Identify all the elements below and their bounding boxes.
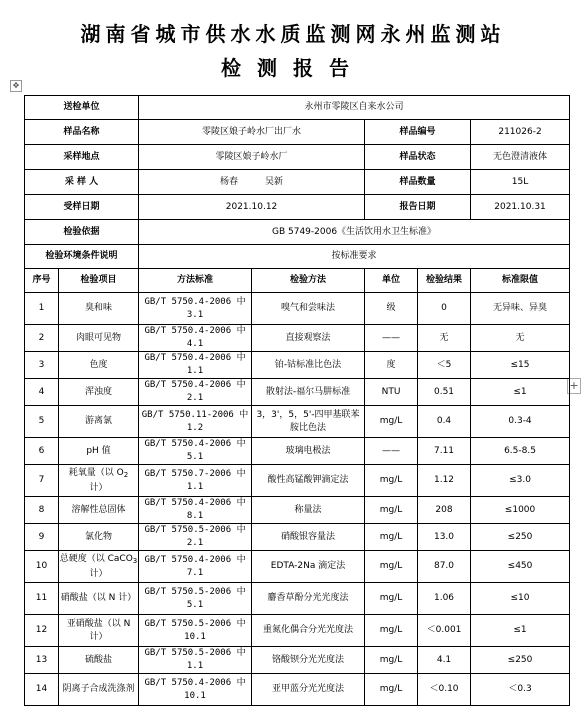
table-row [25, 497, 570, 524]
table-row [25, 352, 570, 379]
basis-value: GB 5749-2006《生活饮用水卫生标准》 [139, 220, 570, 245]
table-row [25, 293, 570, 325]
row-item-cell [59, 583, 139, 615]
row-unit-cell: mg/L [365, 524, 418, 551]
row-method-cell: 亚甲蓝分光光度法 [252, 674, 365, 706]
row-standard-cell: GB/T 5750.4-2006 中 10.1 [139, 674, 252, 706]
row-method-cell: 玻璃电极法 [252, 438, 365, 465]
table-move-handle-icon[interactable]: ✥ [10, 80, 22, 92]
row-method-cell: 铂-钴标准比色法 [252, 352, 365, 379]
row-unit-cell: mg/L [365, 465, 418, 497]
row-result-cell: 13.0 [418, 524, 471, 551]
basis-label: 检验依据 [25, 220, 139, 245]
row-standard-cell: GB/T 5750.4-2006 中 4.1 [139, 325, 252, 352]
row-no-cell: 9 [25, 524, 59, 551]
row-item-cell [59, 551, 139, 583]
row-result-cell: 1.06 [418, 583, 471, 615]
env-label: 检验环境条件说明 [25, 245, 139, 269]
row-no-cell: 10 [25, 551, 59, 583]
row-item-cell [59, 647, 139, 674]
row-item-cell [59, 615, 139, 647]
col-header-limit: 标准限值 [471, 269, 570, 293]
row-item-cell [59, 325, 139, 352]
row-item-text: 氯化物 [85, 531, 113, 542]
sender-label: 送检单位 [25, 96, 139, 120]
row-item-cell [59, 438, 139, 465]
row-standard-cell: GB/T 5750.4-2006 中 5.1 [139, 438, 252, 465]
row-item-text: 肉眼可见物 [76, 332, 122, 343]
row-limit-cell: 无异味、异臭 [471, 293, 570, 325]
row-method-cell: 酸性高锰酸钾滴定法 [252, 465, 365, 497]
row-item-subscript: 2 [123, 470, 129, 479]
received-date-label: 受样日期 [25, 195, 139, 220]
row-limit-cell: ＜0.3 [471, 674, 570, 706]
row-standard-cell: GB/T 5750.5-2006 中 5.1 [139, 583, 252, 615]
row-unit-cell: 级 [365, 293, 418, 325]
row-standard-cell: GB/T 5750.4-2006 中 3.1 [139, 293, 252, 325]
table-row [25, 647, 570, 674]
row-limit-cell: 无 [471, 325, 570, 352]
row-item-text: 游离氯 [85, 416, 113, 426]
column-header-row [25, 269, 570, 293]
quantity-value: 15L [471, 170, 570, 195]
row-limit-cell: ≤15 [471, 352, 570, 379]
row-method-cell: 重氮化偶合分光光度法 [252, 615, 365, 647]
row-no-cell: 4 [25, 379, 59, 406]
row-item-text: 阴离子合成洗涤剂 [62, 684, 135, 694]
row-item-cell [59, 524, 139, 551]
row-standard-cell: GB/T 5750.7-2006 中 1.1 [139, 465, 252, 497]
table-row [25, 325, 570, 352]
report-date-label: 报告日期 [365, 195, 471, 220]
row-item-cell [59, 379, 139, 406]
table-row [25, 406, 570, 438]
row-limit-cell: ≤1 [471, 379, 570, 406]
row-item-text: 耗氧量（以 O [68, 467, 124, 478]
row-result-cell: ＜0.001 [418, 615, 471, 647]
env-value: 按标准要求 [139, 245, 570, 269]
row-limit-cell: 6.5-8.5 [471, 438, 570, 465]
row-method-cell: 称量法 [252, 497, 365, 524]
site-value: 零陵区娘子岭水厂 [139, 145, 365, 170]
row-item-text: 浑浊度 [85, 386, 113, 397]
row-unit-cell: mg/L [365, 497, 418, 524]
row-standard-cell: GB/T 5750.5-2006 中 10.1 [139, 615, 252, 647]
row-standard-cell: GB/T 5750.5-2006 中 2.1 [139, 524, 252, 551]
col-header-standard: 方法标准 [139, 269, 252, 293]
report-title: 湖南省城市供水水质监测网永州监测站 [80, 22, 506, 46]
row-result-cell: 4.1 [418, 647, 471, 674]
row-limit-cell: ≤450 [471, 551, 570, 583]
sample-no-value: 211026-2 [471, 120, 570, 145]
row-item-text: 硫酸盐 [85, 654, 113, 665]
row-limit-cell: ≤10 [471, 583, 570, 615]
row-no-cell: 12 [25, 615, 59, 647]
sample-no-label: 样品编号 [365, 120, 471, 145]
row-unit-cell: NTU [365, 379, 418, 406]
table-row [25, 583, 570, 615]
row-standard-cell: GB/T 5750.4-2006 中 1.1 [139, 352, 252, 379]
row-limit-cell: ≤1000 [471, 497, 570, 524]
page-footer-strip [0, 687, 586, 696]
row-result-cell: 208 [418, 497, 471, 524]
row-unit-cell: mg/L [365, 647, 418, 674]
row-limit-cell: 0.3-4 [471, 406, 570, 438]
row-item-subscript: 3 [132, 556, 138, 565]
row-limit-cell: ≤250 [471, 647, 570, 674]
row-no-cell: 2 [25, 325, 59, 352]
row-no-cell: 6 [25, 438, 59, 465]
sampler-value: 杨春 吴新 [139, 170, 365, 195]
col-header-method: 检验方法 [252, 269, 365, 293]
row-method-cell: EDTA-2Na 滴定法 [252, 551, 365, 583]
row-limit-cell: ≤3.0 [471, 465, 570, 497]
col-header-result: 检验结果 [418, 269, 471, 293]
report-date-value: 2021.10.31 [471, 195, 570, 220]
row-method-cell: 嗅气和尝味法 [252, 293, 365, 325]
row-method-cell: 散射法-福尔马肼标准 [252, 379, 365, 406]
row-method-cell: 3，3'，5，5'-四甲基联苯胺比色法 [252, 406, 365, 438]
row-method-cell: 麝香草酚分光光度法 [252, 583, 365, 615]
row-result-cell: 87.0 [418, 551, 471, 583]
row-standard-cell: GB/T 5750.4-2006 中 8.1 [139, 497, 252, 524]
table-row [25, 379, 570, 406]
sender-value: 永州市零陵区自来水公司 [139, 96, 570, 120]
row-item-cell [59, 406, 139, 438]
row-limit-cell: ≤1 [471, 615, 570, 647]
row-result-cell: 0.51 [418, 379, 471, 406]
row-standard-cell: GB/T 5750.4-2006 中 2.1 [139, 379, 252, 406]
row-item-cell [59, 497, 139, 524]
row-item-text: 亚硝酸盐（以 N 计） [66, 618, 131, 642]
table-row [25, 615, 570, 647]
table-row [25, 551, 570, 583]
row-item-tail: 计） [89, 482, 108, 493]
row-no-cell: 7 [25, 465, 59, 497]
row-unit-cell: mg/L [365, 674, 418, 706]
sample-name-label: 样品名称 [25, 120, 139, 145]
row-unit-cell: —— [365, 438, 418, 465]
row-result-cell: 0 [418, 293, 471, 325]
row-result-cell: ＜5 [418, 352, 471, 379]
site-label: 采样地点 [25, 145, 139, 170]
col-header-no: 序号 [25, 269, 59, 293]
row-result-cell: 无 [418, 325, 471, 352]
row-limit-cell: ≤250 [471, 524, 570, 551]
row-no-cell: 1 [25, 293, 59, 325]
row-item-cell [59, 465, 139, 497]
row-item-text: 色度 [89, 359, 108, 370]
row-unit-cell: 度 [365, 352, 418, 379]
row-result-cell: 0.4 [418, 406, 471, 438]
row-standard-cell: GB/T 5750.11-2006 中 1.2 [139, 406, 252, 438]
row-item-text: 溶解性总固体 [71, 504, 126, 515]
row-result-cell: ＜0.10 [418, 674, 471, 706]
row-unit-cell: —— [365, 325, 418, 352]
add-column-plus-icon[interactable]: + [567, 378, 581, 394]
row-item-tail: 计） [89, 568, 108, 579]
row-item-text: 硝酸盐（以 N 计） [60, 593, 137, 603]
state-value: 无色澄清液体 [471, 145, 570, 170]
row-unit-cell: mg/L [365, 406, 418, 438]
row-unit-cell: mg/L [365, 583, 418, 615]
sampler-label: 采 样 人 [25, 170, 139, 195]
report-table [24, 95, 570, 706]
row-standard-cell: GB/T 5750.5-2006 中 1.1 [139, 647, 252, 674]
row-result-cell: 1.12 [418, 465, 471, 497]
sample-name-value: 零陵区娘子岭水厂出厂水 [139, 120, 365, 145]
row-unit-cell: mg/L [365, 615, 418, 647]
row-item-cell [59, 293, 139, 325]
row-item-text: 臭和味 [85, 303, 113, 313]
row-method-cell: 直接观察法 [252, 325, 365, 352]
table-row [25, 465, 570, 497]
table-row [25, 438, 570, 465]
row-unit-cell: mg/L [365, 551, 418, 583]
row-method-cell: 铬酸钡分光光度法 [252, 647, 365, 674]
col-header-unit: 单位 [365, 269, 418, 293]
row-item-text: pH 值 [86, 445, 111, 456]
row-item-text: 总硬度（以 CaCO [59, 553, 133, 564]
col-header-item: 检验项目 [59, 269, 139, 293]
row-no-cell: 14 [25, 674, 59, 706]
row-no-cell: 11 [25, 583, 59, 615]
quantity-label: 样品数量 [365, 170, 471, 195]
state-label: 样品状态 [365, 145, 471, 170]
row-no-cell: 3 [25, 352, 59, 379]
row-no-cell: 8 [25, 497, 59, 524]
row-no-cell: 13 [25, 647, 59, 674]
row-result-cell: 7.11 [418, 438, 471, 465]
row-standard-cell: GB/T 5750.4-2006 中 7.1 [139, 551, 252, 583]
row-no-cell: 5 [25, 406, 59, 438]
row-method-cell: 硝酸银容量法 [252, 524, 365, 551]
report-subtitle: 检测报告 [221, 56, 365, 80]
received-date-value: 2021.10.12 [139, 195, 365, 220]
row-item-cell [59, 352, 139, 379]
table-row [25, 524, 570, 551]
